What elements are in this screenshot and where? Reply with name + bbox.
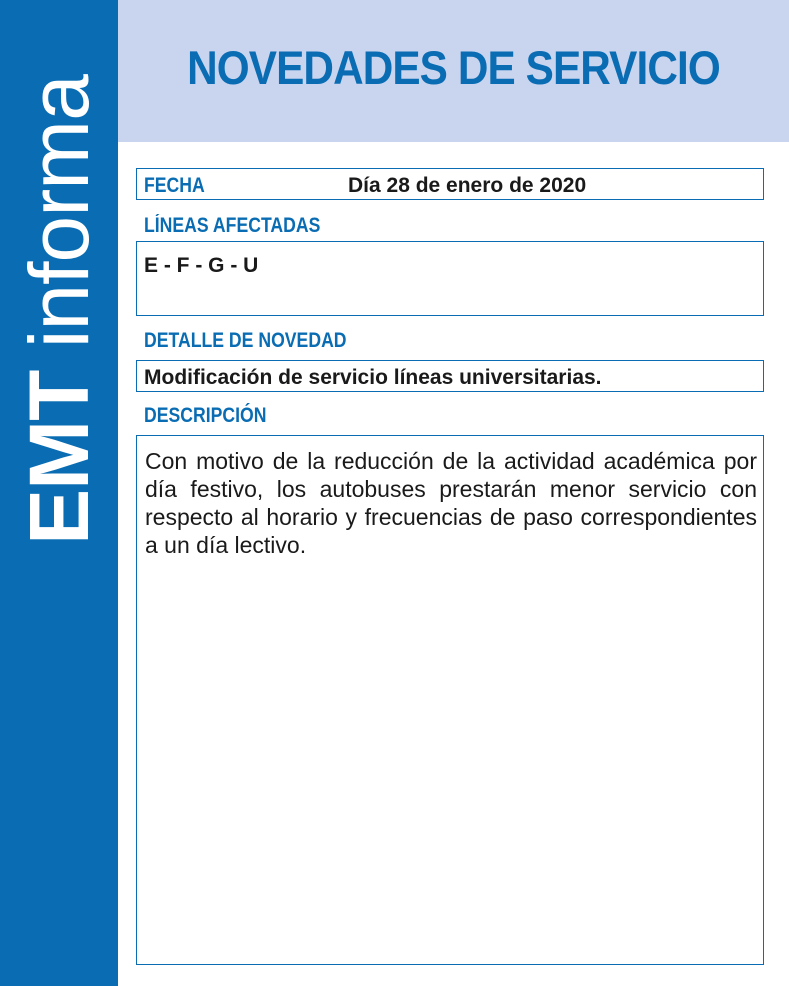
lineas-value: E - F - G - U bbox=[144, 254, 259, 277]
fecha-label: FECHA bbox=[144, 174, 205, 197]
descripcion-label: DESCRIPCIÓN bbox=[144, 404, 267, 427]
brand-emt: EMT bbox=[12, 370, 106, 545]
descripcion-text: Con motivo de la reducción de la actividad académica por día festivo, los autobuses prestarán menor servicio con respecto al horario y frecuencias de paso correspondientes a un día lectivo. bbox=[145, 448, 757, 558]
page-title: NOVEDADES DE SERVICIO bbox=[187, 41, 720, 94]
brand-logo-text bbox=[12, 75, 106, 545]
lineas-box bbox=[136, 241, 764, 316]
fecha-value: Día 28 de enero de 2020 bbox=[348, 174, 587, 197]
brand-informa: informa bbox=[12, 75, 106, 371]
brand-sidebar bbox=[0, 0, 118, 986]
detalle-value: Modificación de servicio líneas universitarias. bbox=[144, 366, 602, 389]
detalle-label: DETALLE DE NOVEDAD bbox=[144, 329, 347, 352]
header-band bbox=[118, 0, 789, 142]
lineas-label: LÍNEAS AFECTADAS bbox=[144, 214, 321, 237]
